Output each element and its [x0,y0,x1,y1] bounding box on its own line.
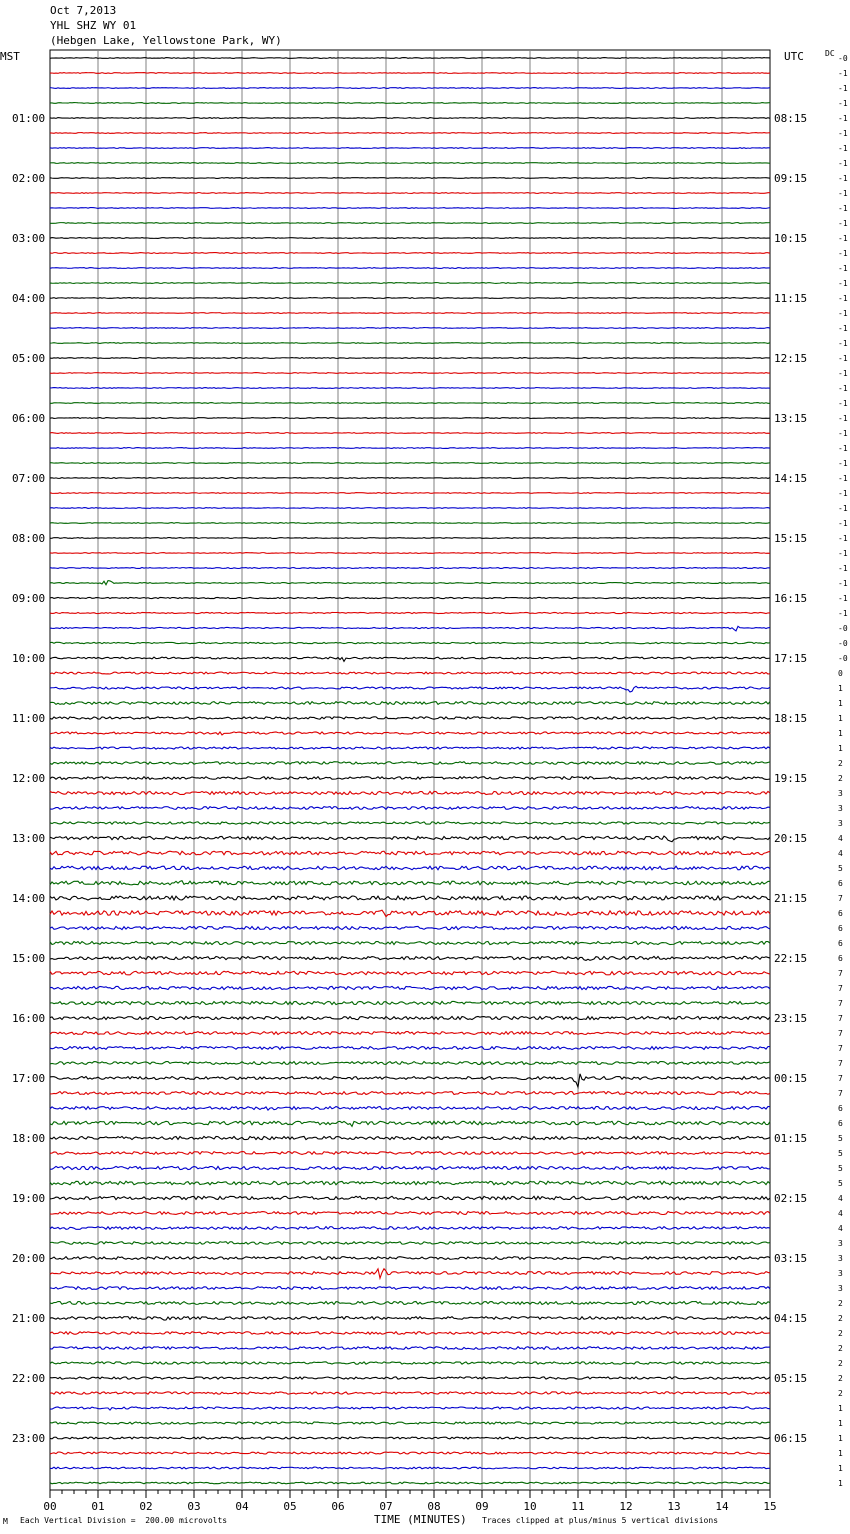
dc-offset-label: -1 [838,84,848,93]
seismic-trace [50,433,770,434]
dc-offset-label: 7 [838,1074,843,1083]
dc-offset-label: 1 [838,1434,843,1443]
x-tick-label: 15 [763,1500,777,1513]
dc-offset-label: 7 [838,1059,843,1068]
left-timezone-label: MST [0,50,20,63]
dc-offset-label: -1 [838,354,848,363]
x-tick-label: 03 [187,1500,201,1513]
dc-column-label: DC [825,49,835,58]
seismic-trace [50,1467,770,1469]
seismic-trace [50,956,770,960]
seismic-trace [50,1347,770,1350]
seismic-trace [50,553,770,554]
seismic-trace [50,1107,770,1111]
dc-offset-label: 7 [838,1014,843,1023]
dc-offset-label: 4 [838,834,843,843]
seismic-trace [50,762,770,765]
seismic-trace [50,448,770,449]
dc-offset-label: 1 [838,1479,843,1488]
right-hour-label: 12:15 [774,352,808,365]
seismic-trace [50,1016,770,1019]
seismic-trace [50,358,770,359]
seismic-trace [50,971,770,975]
left-hour-label: 01:00 [12,112,46,125]
seismic-trace [50,193,770,194]
dc-offset-label: 2 [838,1329,843,1338]
seismic-trace [50,836,770,842]
dc-offset-label: 1 [838,714,843,723]
seismic-trace [50,1152,770,1155]
right-hour-label: 17:15 [774,652,808,665]
left-hour-label: 14:00 [12,892,46,905]
seismic-trace [50,1136,770,1139]
dc-offset-label: 1 [838,1449,843,1458]
right-hour-label: 20:15 [774,832,808,845]
chart-date: Oct 7,2013 [50,4,117,17]
right-hour-label: 21:15 [774,892,808,905]
dc-offset-label: 6 [838,924,843,933]
right-hour-label: 02:15 [774,1192,808,1205]
dc-offset-label: -1 [838,69,848,78]
seismic-trace [50,1047,770,1050]
seismic-trace [50,581,770,585]
seismic-trace [50,1269,770,1279]
seismic-trace [50,1092,770,1095]
seismic-trace [50,1302,770,1305]
dc-offset-label: 3 [838,1269,843,1278]
seismic-trace [50,343,770,344]
seismic-trace [50,1407,770,1410]
x-tick-label: 07 [379,1500,393,1513]
dc-offset-label: 7 [838,969,843,978]
left-hour-label: 22:00 [12,1372,46,1385]
x-tick-label: 04 [235,1500,249,1513]
dc-offset-label: -1 [838,489,848,498]
seismic-trace [50,777,770,780]
dc-offset-label: 7 [838,1044,843,1053]
x-tick-label: 02 [139,1500,153,1513]
dc-offset-label: 3 [838,819,843,828]
dc-offset-label: 4 [838,849,843,858]
x-axis [43,1490,776,1513]
dc-offset-label: 7 [838,1029,843,1038]
dc-offset-label: -1 [838,399,848,408]
left-hour-label: 02:00 [12,172,46,185]
seismic-trace [50,702,770,705]
left-hour-label: 12:00 [12,772,46,785]
seismic-trace [50,1452,770,1454]
x-tick-label: 00 [43,1500,57,1513]
x-tick-label: 12 [619,1500,633,1513]
seismic-trace [50,626,770,631]
dc-offset-label: 6 [838,909,843,918]
left-hour-label: 13:00 [12,832,46,845]
left-hour-label: 11:00 [12,712,46,725]
dc-offset-label: -1 [838,429,848,438]
seismic-trace [50,478,770,479]
left-hour-label: 09:00 [12,592,46,605]
left-hour-label: 08:00 [12,532,46,545]
x-tick-label: 01 [91,1500,105,1513]
seismic-trace [50,1287,770,1290]
dc-offset-label: 6 [838,954,843,963]
seismic-trace [50,1121,770,1126]
seismic-trace [50,403,770,404]
seismic-trace [50,896,770,900]
dc-offset-label: 5 [838,1149,843,1158]
left-hour-label: 15:00 [12,952,46,965]
dc-offset-label: 7 [838,999,843,1008]
dc-offset-label: 3 [838,804,843,813]
seismic-trace [50,941,770,944]
right-hour-label: 15:15 [774,532,808,545]
seismic-trace [50,1332,770,1335]
left-hour-label: 16:00 [12,1012,46,1025]
seismic-trace [50,807,770,810]
right-hour-label: 03:15 [774,1252,808,1265]
seismic-trace [50,642,770,643]
dc-offset-label: 2 [838,1299,843,1308]
left-hour-label: 03:00 [12,232,46,245]
x-tick-label: 08 [427,1500,441,1513]
seismic-trace [50,732,770,735]
seismic-trace [50,717,770,719]
dc-offset-label: -1 [838,534,848,543]
dc-offset-label: -1 [838,414,848,423]
x-tick-label: 09 [475,1500,489,1513]
seismic-trace [50,523,770,524]
dc-offset-label: -0 [838,624,848,633]
seismic-trace [50,881,770,885]
dc-offset-label: 1 [838,1404,843,1413]
seismic-trace [50,73,770,74]
dc-offset-label: -1 [838,159,848,168]
seismic-trace [50,686,770,692]
seismic-trace [50,508,770,509]
seismic-trace [50,118,770,119]
dc-offset-label: 1 [838,1464,843,1473]
dc-offset-label: -1 [838,189,848,198]
dc-offset-label: 2 [838,1314,843,1323]
dc-offset-label: 3 [838,1284,843,1293]
right-hour-label: 09:15 [774,172,808,185]
seismic-trace [50,373,770,374]
right-hour-label: 23:15 [774,1012,808,1025]
seismic-trace [50,388,770,389]
seismic-trace [50,283,770,284]
dc-offset-label: 2 [838,1389,843,1398]
dc-offset-label: 6 [838,1119,843,1128]
seismic-trace [50,597,770,598]
seismic-trace [50,133,770,134]
seismic-trace [50,1062,770,1065]
seismic-trace [50,58,770,59]
station-location: (Hebgen Lake, Yellowstone Park, WY) [50,34,282,47]
dc-offset-label: 3 [838,1254,843,1263]
dc-offset-label: 1 [838,744,843,753]
seismic-trace [50,1196,770,1199]
dc-offset-label: -1 [838,549,848,558]
left-hour-label: 21:00 [12,1312,46,1325]
dc-offset-label: 5 [838,1134,843,1143]
dc-offset-label: -1 [838,564,848,573]
right-timezone-label: UTC [784,50,804,63]
dc-offset-label: 7 [838,984,843,993]
dc-offset-label: 4 [838,1224,843,1233]
left-hour-label: 20:00 [12,1252,46,1265]
seismic-trace [50,1317,770,1320]
dc-offset-label: 7 [838,1089,843,1098]
left-hour-label: 23:00 [12,1432,46,1445]
dc-offset-label: 2 [838,759,843,768]
seismic-trace [50,208,770,209]
left-hour-label: 05:00 [12,352,46,365]
seismic-trace [50,1181,770,1185]
dc-offset-label: 6 [838,939,843,948]
x-tick-label: 11 [571,1500,585,1513]
x-tick-label: 13 [667,1500,681,1513]
seismic-trace [50,672,770,674]
seismic-trace [50,268,770,269]
seismic-trace [50,791,770,794]
dc-offset-label: -0 [838,54,848,63]
seismic-trace [50,986,770,989]
seismic-trace [50,253,770,254]
station-code: YHL SHZ WY 01 [50,19,137,32]
right-hour-label: 04:15 [774,1312,808,1325]
dc-offset-label: 0 [838,669,843,678]
right-hour-label: 18:15 [774,712,808,725]
seismic-trace [50,1032,770,1035]
x-axis-title: TIME (MINUTES) [374,1513,467,1526]
dc-offset-label: 1 [838,1419,843,1428]
seismic-trace [50,1001,770,1004]
left-hour-label: 04:00 [12,292,46,305]
dc-offset-label: -1 [838,264,848,273]
dc-offset-label: -1 [838,369,848,378]
dc-offset-label: 1 [838,729,843,738]
seismic-trace [50,822,770,824]
dc-offset-label: -1 [838,444,848,453]
dc-offset-label: -1 [838,324,848,333]
dc-offset-label: 1 [838,699,843,708]
x-tick-label: 06 [331,1500,345,1513]
right-hour-label: 22:15 [774,952,808,965]
scale-note: Each Vertical Division = 200.00 microvolts [20,1516,228,1525]
x-tick-label: 10 [523,1500,537,1513]
seismic-trace [50,238,770,239]
dc-offset-label: 6 [838,879,843,888]
dc-offset-label: 7 [838,894,843,903]
dc-offset-label: -1 [838,594,848,603]
left-hour-label: 17:00 [12,1072,46,1085]
dc-offset-label: 2 [838,1344,843,1353]
dc-offset-label: 2 [838,774,843,783]
right-hour-label: 05:15 [774,1372,808,1385]
seismic-trace [50,910,770,917]
right-hour-label: 19:15 [774,772,808,785]
seismic-trace [50,747,770,749]
dc-offset-label: -1 [838,459,848,468]
dc-offset-label: -0 [838,639,848,648]
seismic-trace [50,926,770,929]
x-tick-label: 14 [715,1500,729,1513]
seismic-trace [50,328,770,329]
dc-offset-label: -1 [838,99,848,108]
left-hour-label: 06:00 [12,412,46,425]
seismic-trace [50,88,770,89]
dc-offset-label: -1 [838,219,848,228]
dc-offset-label: -1 [838,384,848,393]
seismic-trace [50,851,770,855]
corner-mark: M [3,1517,8,1526]
left-hour-label: 19:00 [12,1192,46,1205]
dc-offset-label: -1 [838,294,848,303]
seismic-trace [50,103,770,104]
right-hour-label: 00:15 [774,1072,808,1085]
seismic-trace [50,568,770,569]
seismic-trace [50,1482,770,1484]
dc-offset-label: -1 [838,519,848,528]
dc-offset-label: 5 [838,1164,843,1173]
seismic-trace [50,493,770,494]
seismic-trace [50,1437,770,1439]
dc-offset-label: -1 [838,129,848,138]
dc-offset-label: 3 [838,1239,843,1248]
dc-offset-label: -1 [838,204,848,213]
dc-offset-label: 2 [838,1374,843,1383]
dc-offset-label: -1 [838,474,848,483]
seismic-trace [50,866,770,870]
seismic-trace [50,657,770,661]
dc-offset-label: 1 [838,684,843,693]
right-hour-label: 01:15 [774,1132,808,1145]
right-hour-label: 13:15 [774,412,808,425]
dc-offset-label: -1 [838,279,848,288]
seismic-trace [50,1377,770,1379]
seismic-trace [50,1074,770,1087]
dc-offset-label: 5 [838,864,843,873]
seismic-trace [50,538,770,539]
dc-offset-label: 6 [838,1104,843,1113]
dc-offset-label: -1 [838,114,848,123]
seismic-trace [50,163,770,164]
dc-offset-label: -1 [838,174,848,183]
seismic-trace [50,612,770,613]
seismic-trace [50,418,770,419]
dc-offset-label: -1 [838,249,848,258]
dc-offset-label: 2 [838,1359,843,1368]
dc-offset-label: 4 [838,1209,843,1218]
dc-offset-label: -1 [838,309,848,318]
dc-offset-label: -1 [838,339,848,348]
seismic-trace [50,1392,770,1394]
seismic-trace [50,463,770,464]
dc-offset-label: -1 [838,234,848,243]
left-hour-label: 10:00 [12,652,46,665]
seismic-trace [50,148,770,149]
seismic-trace [50,223,770,224]
right-hour-label: 06:15 [774,1432,808,1445]
left-hour-label: 18:00 [12,1132,46,1145]
right-hour-label: 08:15 [774,112,808,125]
right-hour-label: 16:15 [774,592,808,605]
clip-note: Traces clipped at plus/minus 5 vertical divisions [482,1516,719,1525]
seismic-trace [50,1257,770,1260]
seismic-trace [50,298,770,299]
left-hour-label: 07:00 [12,472,46,485]
seismic-trace [50,1212,770,1215]
seismic-trace [50,1422,770,1424]
dc-offset-label: -1 [838,609,848,618]
right-hour-label: 11:15 [774,292,808,305]
dc-offset-label: 4 [838,1194,843,1203]
seismic-trace [50,1227,770,1230]
seismic-trace [50,178,770,179]
right-hour-label: 14:15 [774,472,808,485]
right-hour-label: 10:15 [774,232,808,245]
dc-offset-label: -1 [838,579,848,588]
seismic-trace [50,313,770,314]
seismic-trace [50,1362,770,1364]
seismic-trace [50,1166,770,1169]
seismic-trace [50,1242,770,1245]
dc-offset-label: -1 [838,144,848,153]
dc-offset-label: -0 [838,654,848,663]
dc-offset-label: -1 [838,504,848,513]
dc-offset-label: 5 [838,1179,843,1188]
trace-group [50,58,770,1484]
x-tick-label: 05 [283,1500,297,1513]
dc-offset-label: 3 [838,789,843,798]
